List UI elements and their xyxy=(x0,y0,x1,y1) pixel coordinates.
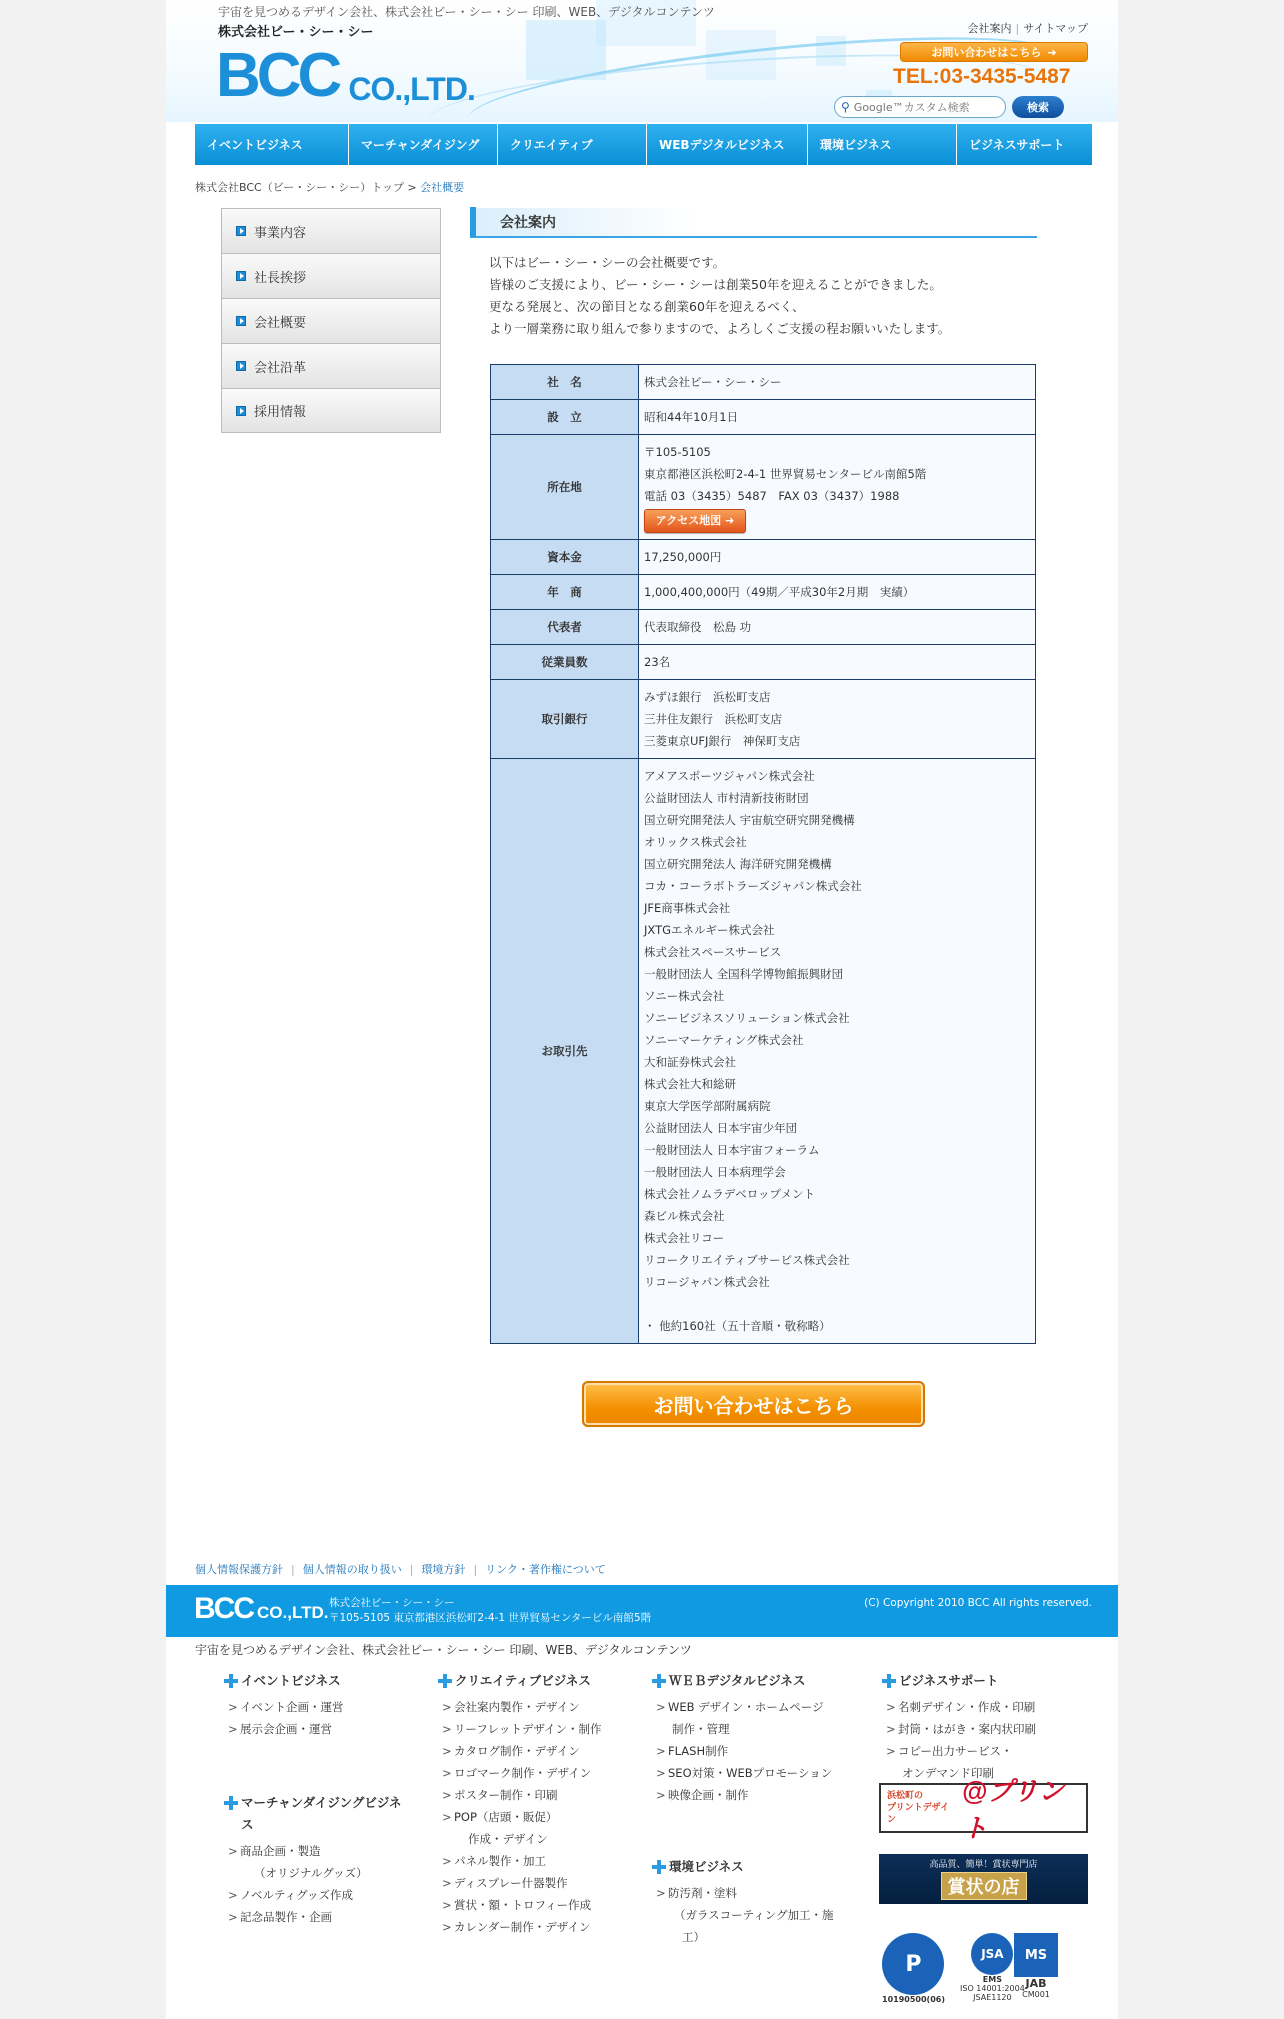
value-line: みずほ銀行 浜松町支店 xyxy=(644,690,771,704)
value-line: 三菱東京UFJ銀行 神保町支店 xyxy=(644,734,801,748)
footer-address: 〒105-5105 東京都港区浜松町2-4-1 世界貿易センタービル南館5階 xyxy=(329,1612,652,1624)
value-line: 株式会社ビー・シー・シー xyxy=(644,375,782,389)
breadcrumb xyxy=(195,179,464,195)
footer-col-event xyxy=(224,1670,424,1740)
contact-header-label: お問い合わせはこちら xyxy=(931,46,1042,59)
print-banner-small xyxy=(887,1790,956,1826)
footer-col-title-text xyxy=(241,1792,401,1836)
intro-line: 更なる発展と、次の節目となる創業60年を迎えるべく、 xyxy=(489,299,805,314)
header-links: 会社案内 | サイトマップ xyxy=(967,22,1088,35)
print-banner-title: @プリント xyxy=(961,1776,1065,1843)
footer-link[interactable]: > カタログ制作・デザイン xyxy=(442,1740,648,1762)
client-line: ソニーマーケティング株式会社 xyxy=(644,1033,804,1047)
nav-merchandising[interactable]: マーチャンダイジング xyxy=(349,124,498,165)
client-line: ソニー株式会社 xyxy=(644,989,725,1003)
copyright: (C) Copyright 2010 BCC All rights reserved. xyxy=(864,1597,1092,1609)
search-button[interactable]: 検索 xyxy=(1012,96,1064,118)
footer-bar xyxy=(166,1585,1118,1637)
footer-col-environment xyxy=(652,1856,852,1948)
table-row xyxy=(491,680,1036,759)
side-nav xyxy=(221,208,441,433)
award-shop-banner[interactable] xyxy=(879,1854,1088,1904)
cross-icon xyxy=(652,1674,666,1688)
client-line: 一般財団法人 全国科学博物館振興財団 xyxy=(644,967,844,981)
jab-badge-line: JAB xyxy=(1025,1977,1047,1990)
footer-link[interactable]: > FLASH制作 xyxy=(656,1740,872,1762)
client-line: 株式会社リコー xyxy=(644,1231,725,1245)
footer-col-title[interactable] xyxy=(224,1792,424,1836)
breadcrumb-current[interactable]: 会社概要 xyxy=(420,181,465,194)
footer-link[interactable]: 作成・デザイン xyxy=(468,1832,548,1846)
client-line: オリックス株式会社 xyxy=(644,835,747,849)
footer-link[interactable]: > 会社案内製作・デザイン xyxy=(442,1696,648,1718)
sidenav-item-greeting[interactable] xyxy=(221,253,441,298)
row-label: お取引先 xyxy=(491,759,639,1344)
table-row xyxy=(491,645,1036,680)
footer-col-title[interactable] xyxy=(438,1670,648,1692)
footer-col-title-text: イベントビジネス xyxy=(241,1673,341,1688)
value-line: 東京都港区浜松町2-4-1 世界貿易センタービル南館5階 xyxy=(644,467,927,481)
footer-link[interactable]: > ディスプレー什器製作 xyxy=(442,1872,648,1894)
value-line: 昭和44年10月1日 xyxy=(644,410,739,424)
row-value xyxy=(639,400,1036,435)
jsa-badge-line: JSAE1120 xyxy=(973,1993,1012,2002)
row-label: 資本金 xyxy=(491,540,639,575)
page xyxy=(166,0,1118,2019)
client-line: 公益財団法人 日本宇宙少年団 xyxy=(644,1121,798,1135)
print-banner-small-line: プリントデザイン xyxy=(887,1803,950,1825)
row-value xyxy=(639,759,1036,1344)
row-label: 社 名 xyxy=(491,365,639,400)
client-line: リコークリエイティブサービス株式会社 xyxy=(644,1253,850,1267)
contact-header-button[interactable] xyxy=(900,42,1088,62)
client-line: 森ビル株式会社 xyxy=(644,1209,725,1223)
row-value xyxy=(639,680,1036,759)
nav-business-support[interactable]: ビジネスサポート xyxy=(957,124,1092,165)
footer-col-title-text: ＷＥＢデジタルビジネス xyxy=(669,1673,806,1688)
company-overview-table xyxy=(490,364,1036,1344)
phone-number: TEL:03-3435-5487 xyxy=(893,65,1071,88)
sidenav-item-label: 会社沿革 xyxy=(254,360,307,376)
footer-logo-sub: CO.,LTD. xyxy=(257,1603,329,1622)
value-line: 1,000,400,000円（49期／平成30年2月期 実績） xyxy=(644,585,915,599)
client-line: アメアスポーツジャパン株式会社 xyxy=(644,769,815,783)
footer-link[interactable]: オンデマンド印刷 xyxy=(902,1766,994,1780)
play-arrow-icon xyxy=(236,271,246,281)
client-line: 株式会社スペースサービス xyxy=(644,945,782,959)
sidenav-item-history[interactable] xyxy=(221,343,441,388)
cross-icon xyxy=(438,1674,452,1688)
footer-tagline: 宇宙を見つめるデザイン会社、株式会社ビー・シー・シー 印刷、WEB、デジタルコンテンツ xyxy=(195,1643,692,1657)
cross-icon xyxy=(224,1796,238,1810)
row-value xyxy=(639,645,1036,680)
client-line: 一般財団法人 日本病理学会 xyxy=(644,1165,786,1179)
row-value xyxy=(639,540,1036,575)
footer-link[interactable]: > ノベルティグッズ作成 xyxy=(228,1884,424,1906)
site-tagline: 宇宙を見つめるデザイン会社、株式会社ビー・シー・シー 印刷、WEB、デジタルコンテンツ xyxy=(218,5,715,19)
footer-link[interactable]: > ポスター制作・印刷 xyxy=(442,1784,648,1806)
privacy-mark-icon: P xyxy=(882,1933,944,1995)
header-decoration xyxy=(526,20,606,80)
footer-link[interactable]: > 防汚剤・塗料 xyxy=(656,1882,852,1904)
footer-link[interactable]: > リーフレットデザイン・制作 xyxy=(442,1718,648,1740)
sidenav-item-label: 事業内容 xyxy=(254,225,307,241)
client-line: 国立研究開発法人 宇宙航空研究開発機構 xyxy=(644,813,855,827)
play-arrow-icon xyxy=(236,316,246,326)
intro-line: より一層業務に取り組んで参りますので、よろしくご支援の程お願いいたします。 xyxy=(489,321,951,336)
sidenav-item-label: 社長挨拶 xyxy=(254,270,307,286)
privacy-mark-badge xyxy=(882,1933,945,2004)
footer-col-title-text: 環境ビジネス xyxy=(669,1859,744,1874)
cross-icon xyxy=(882,1674,896,1688)
client-line: 公益財団法人 市村清新技術財団 xyxy=(644,791,809,805)
arrow-right-icon: ➜ xyxy=(725,514,735,527)
sidenav-item-label: 採用情報 xyxy=(254,405,307,420)
sidenav-item-label: 会社概要 xyxy=(254,315,307,331)
table-row xyxy=(491,435,1036,540)
title-line: マーチャンダイジングビジネ xyxy=(241,1795,402,1810)
jsa-logo-icon: JSA xyxy=(971,1933,1013,1975)
footer-link[interactable]: （オリジナルグッズ） xyxy=(254,1866,368,1880)
footer-link[interactable]: > SEO対策・WEBプロモーション xyxy=(656,1762,872,1784)
section-title-bar xyxy=(470,208,1037,238)
environment-policy-link[interactable]: 環境方針 xyxy=(421,1563,466,1576)
row-label: 設 立 xyxy=(491,400,639,435)
footer-links: 個人情報保護方針 | 個人情報の取り扱い | 環境方針 | リンク・著作権について xyxy=(195,1563,606,1576)
page-title: 会社案内 xyxy=(500,215,556,231)
value-line: 23名 xyxy=(644,655,671,669)
footer-col-merch xyxy=(224,1792,424,1928)
row-value xyxy=(639,435,1036,540)
footer-link[interactable]: > WEB デザイン・ホームページ xyxy=(656,1696,872,1718)
client-line: 一般財団法人 日本宇宙フォーラム xyxy=(644,1143,820,1157)
footer-col-title[interactable] xyxy=(882,1670,1092,1692)
footer-logo[interactable] xyxy=(194,1592,329,1625)
footer-col-title[interactable] xyxy=(652,1670,872,1692)
value-line: 電話 03（3435）5487 FAX 03（3437）1988 xyxy=(644,489,900,503)
value-line: 代表取締役 松島 功 xyxy=(644,620,752,634)
footer-col-title[interactable] xyxy=(652,1856,852,1878)
jsa-badge-line: ISO 14001:2004 xyxy=(960,1984,1025,1993)
play-arrow-icon xyxy=(236,406,246,416)
header xyxy=(166,0,1118,122)
row-label: 代表者 xyxy=(491,610,639,645)
client-line xyxy=(644,1293,1030,1315)
table-row xyxy=(491,400,1036,435)
value-line: 三井住友銀行 浜松町支店 xyxy=(644,712,782,726)
play-arrow-icon xyxy=(236,361,246,371)
award-banner-small: 高品質、簡単！賞状専門店 xyxy=(929,1860,1038,1870)
footer-col-support xyxy=(882,1670,1092,1784)
contact-button[interactable]: お問い合わせはこちら xyxy=(582,1381,925,1427)
nav-event-business[interactable]: イベントビジネス xyxy=(195,124,349,165)
footer-link[interactable]: > 展示会企画・運営 xyxy=(228,1718,424,1740)
footer-col-title[interactable] xyxy=(224,1670,424,1692)
company-name: 株式会社ビー・シー・シー xyxy=(218,25,374,40)
row-value xyxy=(639,575,1036,610)
footer-link[interactable]: > 記念品製作・企画 xyxy=(228,1906,424,1928)
client-line: コカ・コーラボトラーズジャパン株式会社 xyxy=(644,879,862,893)
title-line: ス xyxy=(241,1817,254,1832)
row-label: 取引銀行 xyxy=(491,680,639,759)
footer-link[interactable]: （ガラスコーティング加工・施 xyxy=(674,1908,834,1922)
client-line: ソニービジネスソリューション株式会社 xyxy=(644,1011,850,1025)
bcc-logo[interactable] xyxy=(216,41,475,110)
footer-col-title-text: クリエイティブビジネス xyxy=(455,1673,591,1688)
table-row xyxy=(491,759,1036,1344)
row-value xyxy=(639,365,1036,400)
logo-main-text: BCC xyxy=(216,41,339,110)
table-row xyxy=(491,575,1036,610)
search-box xyxy=(834,96,1006,118)
privacy-policy-link[interactable]: 個人情報保護方針 xyxy=(195,1563,283,1576)
table-row xyxy=(491,365,1036,400)
link-copyright-link[interactable]: リンク・著作権について xyxy=(485,1563,606,1576)
print-banner[interactable] xyxy=(879,1776,1088,1843)
client-line: 株式会社大和総研 xyxy=(644,1077,736,1091)
footer-company-name: 株式会社ビー・シー・シー xyxy=(329,1597,455,1609)
client-line: 株式会社ノムラデベロップメント xyxy=(644,1187,816,1201)
footer-col-web xyxy=(652,1670,872,1806)
sidenav-item-business[interactable] xyxy=(221,208,441,253)
jab-badge xyxy=(1014,1933,1058,1999)
sidenav-item-recruit[interactable] xyxy=(221,388,441,433)
access-map-label: アクセス地図 xyxy=(655,514,722,527)
footer-link[interactable]: > 名刺デザイン・作成・印刷 xyxy=(886,1696,1092,1718)
privacy-mark-number: 10190500(06) xyxy=(882,1995,945,2004)
nav-web-digital[interactable]: WEBデジタルビジネス xyxy=(647,124,808,165)
search-input[interactable] xyxy=(854,101,994,114)
table-row xyxy=(491,540,1036,575)
nav-creative[interactable]: クリエイティブ xyxy=(498,124,647,165)
nav-environment[interactable]: 環境ビジネス xyxy=(808,124,957,165)
footer-logo-main: BCC xyxy=(194,1592,253,1625)
breadcrumb-home[interactable]: 株式会社BCC（ビー・シー・シー）トップ xyxy=(195,181,404,194)
footer-link[interactable]: > 封筒・はがき・案内状印刷 xyxy=(886,1718,1092,1740)
row-label: 所在地 xyxy=(491,435,639,540)
breadcrumb-separator: > xyxy=(403,181,421,194)
value-line: 17,250,000円 xyxy=(644,550,722,564)
client-line: JXTGエネルギー株式会社 xyxy=(644,923,775,937)
client-line: 国立研究開発法人 海洋研究開発機構 xyxy=(644,857,832,871)
footer-link[interactable]: > 映像企画・制作 xyxy=(656,1784,872,1806)
footer-col-creative xyxy=(438,1670,648,1938)
award-banner-title: 賞状の店 xyxy=(941,1872,1027,1900)
cross-icon xyxy=(652,1860,666,1874)
arrow-right-icon: ➜ xyxy=(1047,45,1057,59)
row-label: 年 商 xyxy=(491,575,639,610)
footer-link[interactable]: > イベント企画・運営 xyxy=(228,1696,424,1718)
footer-link[interactable]: > 賞状・額・トロフィー作成 xyxy=(442,1894,648,1916)
jsa-badge-line: EMS xyxy=(982,1975,1002,1984)
jab-badge-line: CM001 xyxy=(1022,1990,1050,1999)
print-banner-small-line: 浜松町の xyxy=(887,1791,924,1801)
title-accent xyxy=(470,207,476,237)
intro-text xyxy=(489,252,950,340)
search-icon: ⚲ xyxy=(841,100,850,114)
client-line: リコージャパン株式会社 xyxy=(644,1275,770,1289)
footer-link[interactable]: > カレンダー制作・デザイン xyxy=(442,1916,648,1938)
client-line: 東京大学医学部附属病院 xyxy=(644,1099,771,1113)
global-nav xyxy=(195,124,1092,165)
footer-link[interactable]: > パネル製作・加工 xyxy=(442,1850,648,1872)
client-line: 大和証券株式会社 xyxy=(644,1055,736,1069)
table-row xyxy=(491,610,1036,645)
play-arrow-icon xyxy=(236,226,246,236)
jab-logo-icon: MS xyxy=(1014,1933,1058,1977)
footer-link[interactable]: > 商品企画・製造 xyxy=(228,1840,424,1862)
intro-line: 皆様のご支援により、ビー・シー・シーは創業50年を迎えることができました。 xyxy=(489,277,942,292)
privacy-handling-link[interactable]: 個人情報の取り扱い xyxy=(302,1563,402,1576)
client-line: JFE商事株式会社 xyxy=(644,901,731,915)
access-map-button[interactable] xyxy=(644,509,746,533)
footer-link[interactable]: > ロゴマーク制作・デザイン xyxy=(442,1762,648,1784)
row-value xyxy=(639,610,1036,645)
cross-icon xyxy=(224,1674,238,1688)
footer-company-info xyxy=(329,1596,651,1626)
company-info-link[interactable]: 会社案内 xyxy=(967,22,1012,35)
footer-link[interactable]: 工） xyxy=(682,1930,705,1944)
footer-link[interactable]: > コピー出力サービス・ xyxy=(886,1740,1092,1762)
sidenav-item-overview[interactable] xyxy=(221,298,441,343)
sitemap-link[interactable]: サイトマップ xyxy=(1023,22,1088,35)
footer-link[interactable]: 制作・管理 xyxy=(672,1722,730,1736)
intro-line: 以下はビー・シー・シーの会社概要です。 xyxy=(489,255,726,270)
logo-sub-text: CO.,LTD. xyxy=(348,71,475,107)
value-line: 〒105-5105 xyxy=(644,445,711,459)
footer-col-title-text: ビジネスサポート xyxy=(899,1673,999,1688)
footer-link[interactable]: > POP（店頭・販促） xyxy=(442,1806,648,1828)
row-label: 従業員数 xyxy=(491,645,639,680)
client-line: ・ 他約160社（五十音順・敬称略） xyxy=(644,1319,831,1333)
